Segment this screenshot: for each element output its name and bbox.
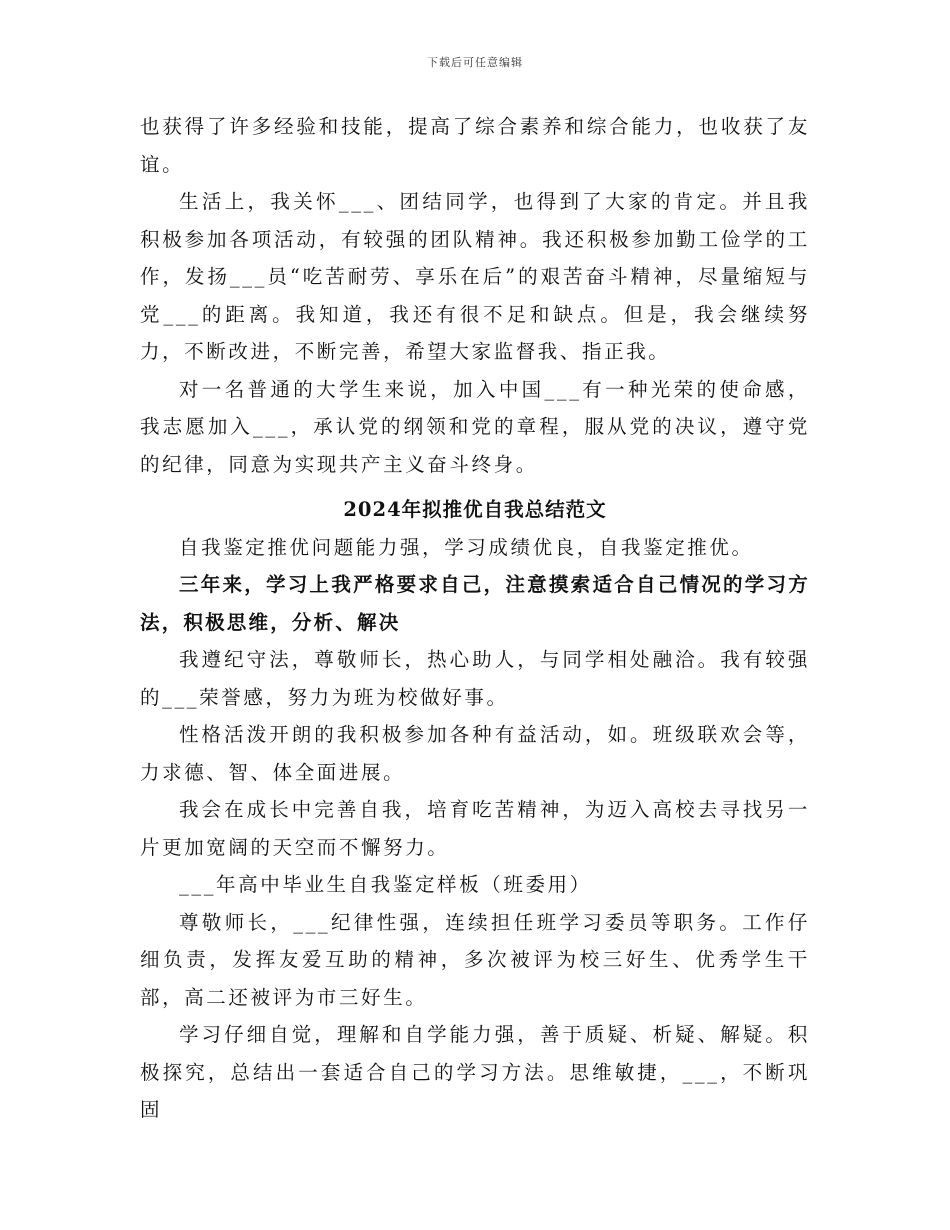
paragraph-bold-study: 三年来，学习上我严格要求自己，注意摸索适合自己情况的学习方法，积极思维，分析、解决 xyxy=(140,573,810,634)
paragraph-sample-heading: ___年高中毕业生自我鉴定样板（班委用） xyxy=(179,873,592,896)
paragraph-discipline: 我遵纪守法，尊敬师长，热心助人，与同学相处融洽。我有较强的___荣誉感，努力为班为校做好事。 xyxy=(140,648,810,709)
paragraph-growth: 我会在成长中完善自我，培育吃苦精神，为迈入高校去寻找另一片更加宽阔的天空而不懈努力。 xyxy=(140,798,810,859)
page-header: 下载后可任意编辑 xyxy=(427,56,523,69)
document-body xyxy=(140,108,810,1129)
section-title: 2024年拟推优自我总结范文 xyxy=(343,498,607,521)
paragraph-life: 生活上，我关怀___、团结同学，也得到了大家的肯定。并且我积极参加各项活动，有较强的团队精神。我还积极参加勤工俭学的工作，发扬___员“吃苦耐劳、享乐在后”的艰苦奋斗精神，尽量缩短与党___的距离。我知道，我还有很不足和缺点。但是，我会继续努力，不断改进，不断完善，希望大家监督我、指正我。 xyxy=(140,190,810,363)
paragraph-activities: 性格活泼开朗的我积极参加各种有益活动，如。班级联欢会等，力求德、智、体全面进展。 xyxy=(140,723,810,784)
paragraph-learning: 学习仔细自觉，理解和自学能力强，善于质疑、析疑、解疑。积极探究，总结出一套适合自己的学习方法。思维敏捷，___，不断巩固 xyxy=(140,1023,810,1121)
paragraph-respect: 尊敬师长，___纪律性强，连续担任班学习委员等职务。工作仔细负责，发挥友爱互助的精神，多次被评为校三好生、优秀学生干部，高二还被评为市三好生。 xyxy=(140,910,810,1009)
paragraph-commitment: 对一名普通的大学生来说，加入中国___有一种光荣的使命感，我志愿加入___，承认党的纲领和党的章程，服从党的决议，遵守党的纪律，同意为实现共产主义奋斗终身。 xyxy=(140,377,810,476)
paragraph-intro: 自我鉴定推优问题能力强，学习成绩优良，自我鉴定推优。 xyxy=(179,535,754,559)
paragraph-continuation: 也获得了许多经验和技能，提高了综合素养和综合能力，也收获了友谊。 xyxy=(140,115,810,176)
